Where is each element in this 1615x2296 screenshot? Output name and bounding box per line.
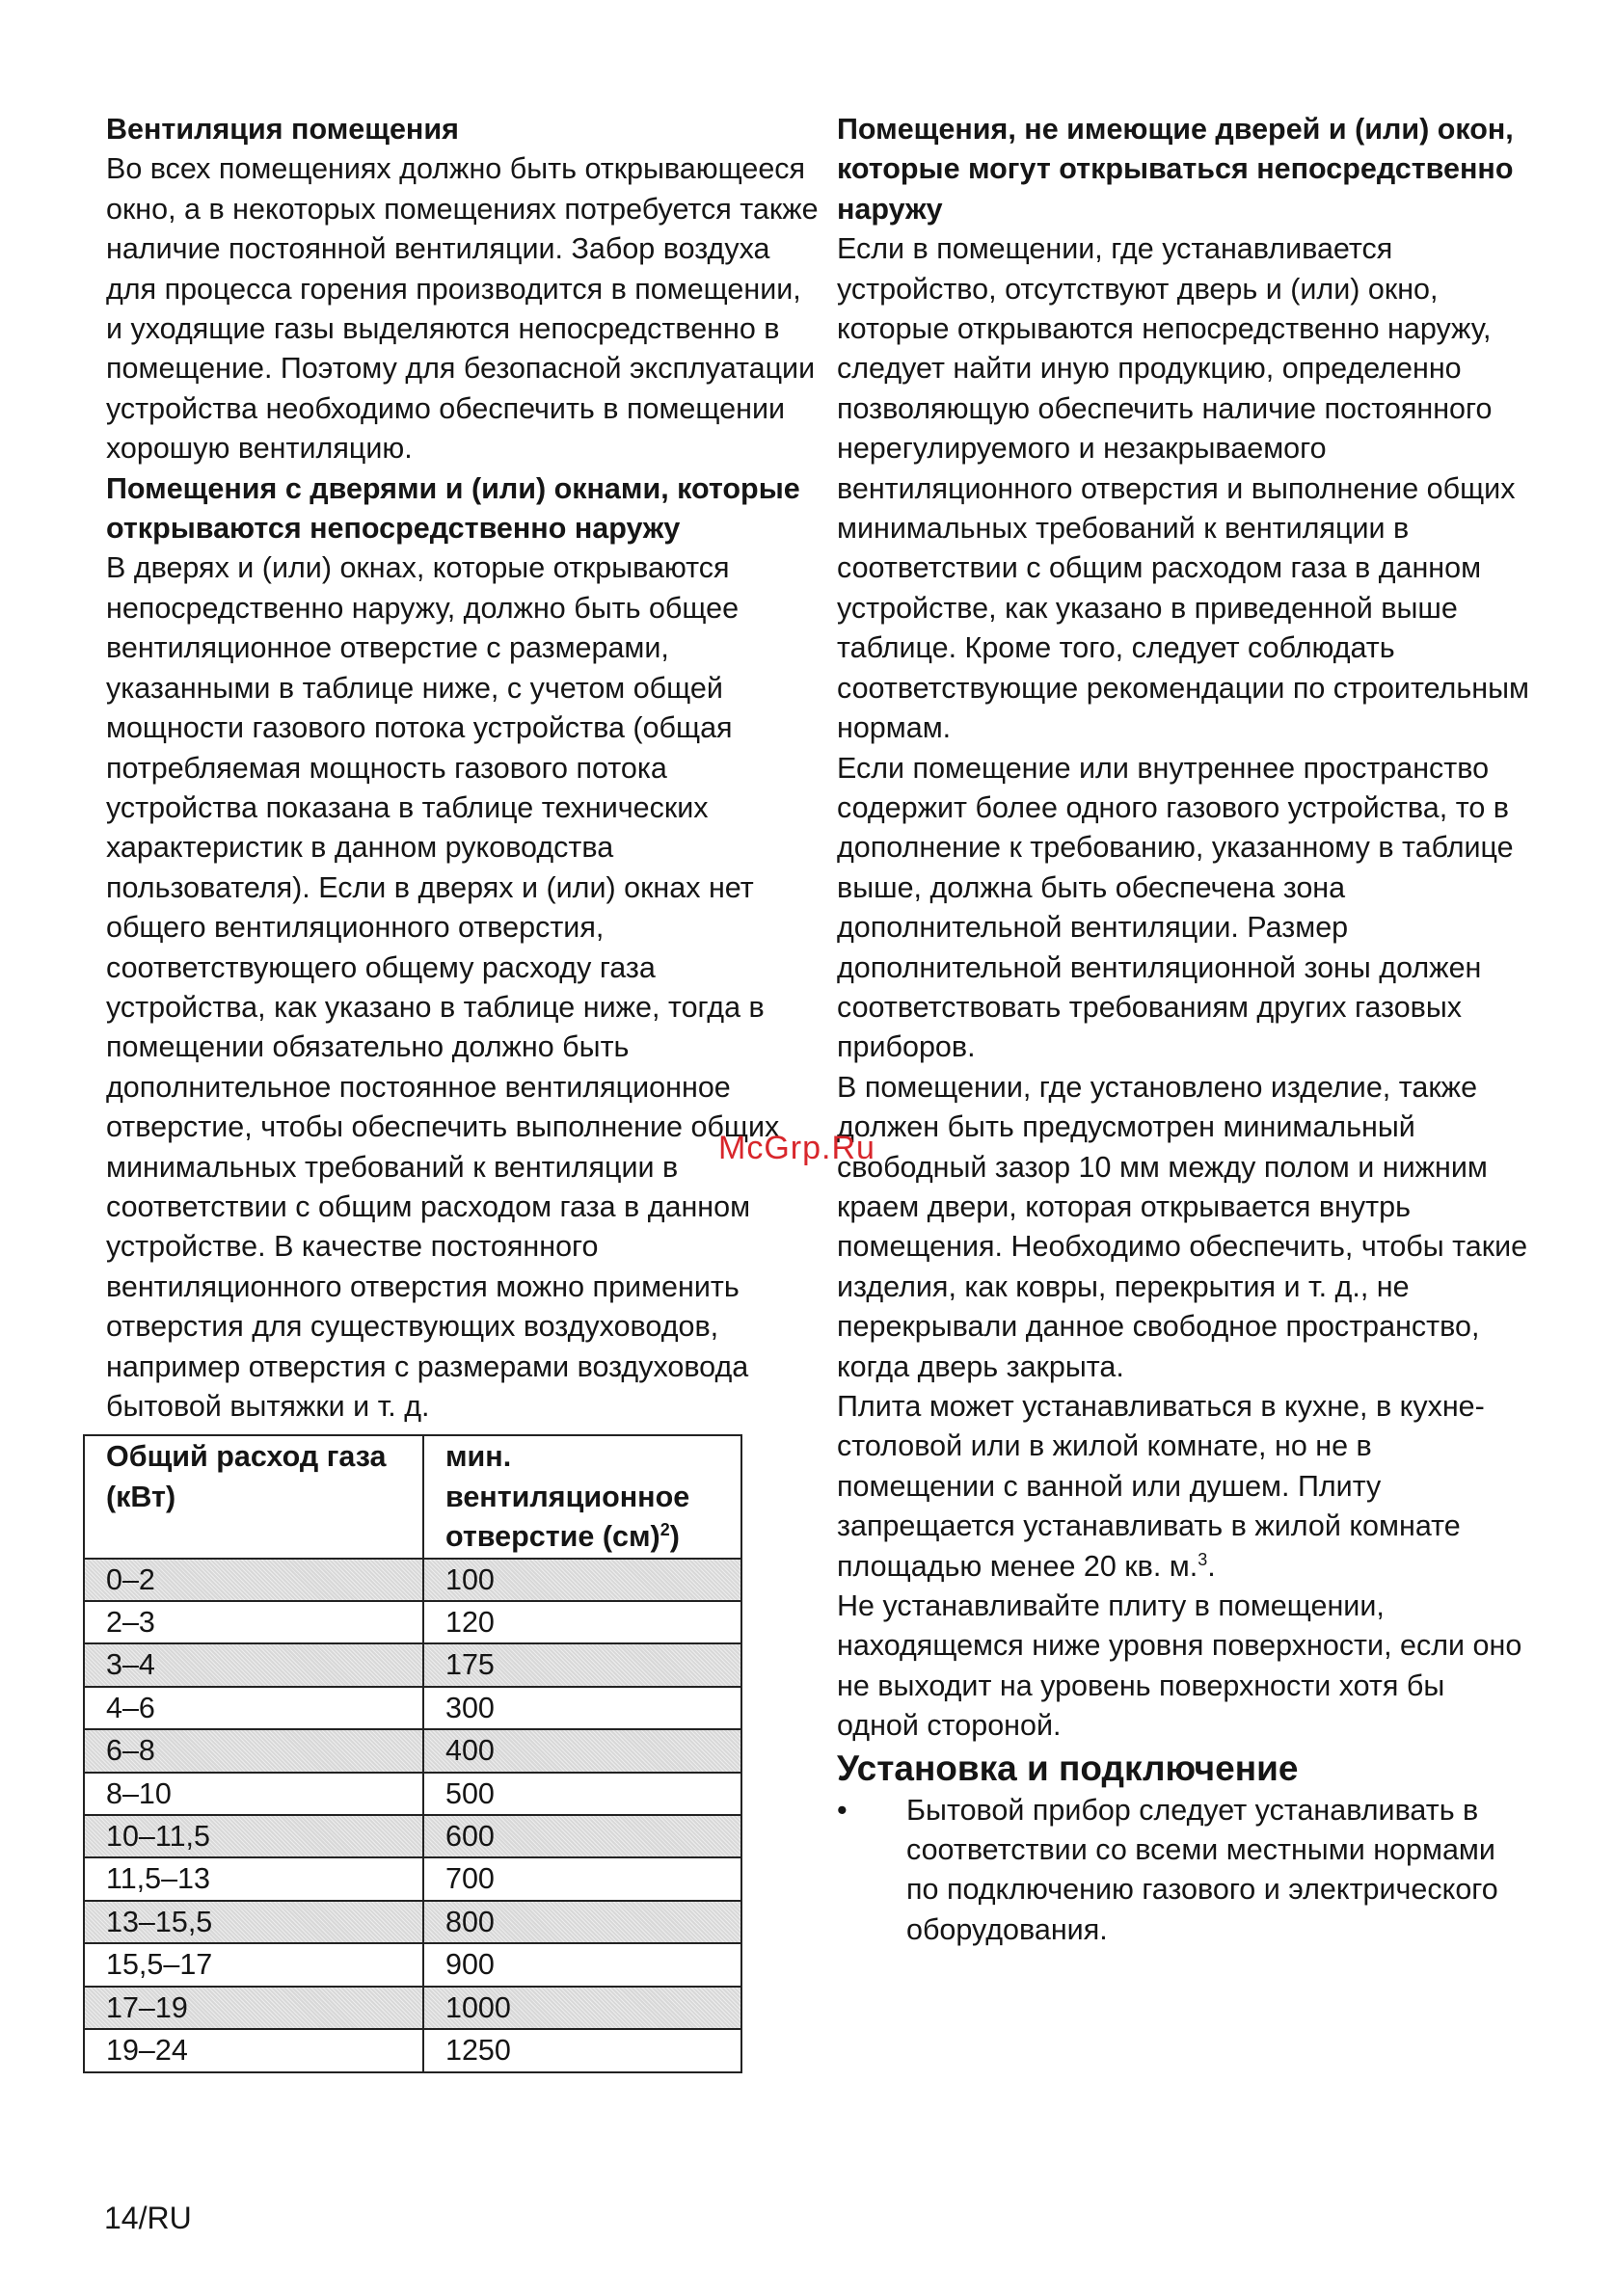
area-cell: 300 bbox=[423, 1687, 741, 1729]
area-cell: 1000 bbox=[423, 1987, 741, 2029]
gas-range-cell: 6–8 bbox=[84, 1729, 423, 1772]
install-heading: Установка и подключение bbox=[837, 1748, 1299, 1788]
below-ground-paragraph: Не устанавливайте плиту в помещении, находящемся ниже уровня поверхности, если оно не выходит на уровень поверхности хотя бы одной стороной. bbox=[837, 1589, 1522, 1743]
watermark-logo: McGrp.Ru bbox=[718, 1130, 875, 1166]
table-row bbox=[84, 1943, 741, 1986]
header-min-opening-text: мин. вентиляционное отверстие (см) bbox=[445, 1440, 690, 1554]
area-cell: 500 bbox=[423, 1773, 741, 1815]
table-row bbox=[84, 1901, 741, 1943]
header-min-opening-close: ) bbox=[669, 1520, 680, 1554]
list-item bbox=[837, 1791, 1531, 1951]
right-column bbox=[837, 110, 1531, 1950]
gas-range-cell: 4–6 bbox=[84, 1687, 423, 1729]
table-row bbox=[84, 1729, 741, 1772]
left-column bbox=[106, 110, 820, 2073]
gas-range-cell: 17–19 bbox=[84, 1987, 423, 2029]
gas-ventilation-table bbox=[83, 1434, 742, 2072]
kitchen-text: Плита может устанавливаться в кухне, в кухне-столовой или в жилой комнате, но не в помещении с ванной или душем. Плиту запрещается устанавливать в жилой комнате площадью менее 20 кв. м. bbox=[837, 1390, 1485, 1583]
table-row bbox=[84, 2029, 741, 2071]
ventilation-paragraph: Во всех помещениях должно быть открывающееся окно, а в некоторых помещениях потребуется также наличие постоянной вентиляции. Забор воздуха для процесса горения производится в помещении, и уходящие газы выделяются непосредственно в помещение. Поэтому для безопасной эксплуатации устройства необходимо обеспечить в помещении хорошую вентиляцию. bbox=[106, 152, 819, 466]
doors-paragraph: В дверях и (или) окнах, которые открываются непосредственно наружу, должно быть общее вентиляционное отверстие с размерами, указанными в таблице ниже, с учетом общей мощности газового потока устройства (общая потребляемая мощность газового потока устройства показана в таблице технических характеристик в данном руководства пользователя). Если в дверях и (или) окнах нет общего вентиляционного отверстия, соответствующего общему расходу газа устройства, как указано в таблице ниже, тогда в помещении обязательно должно быть дополнительное постоянное вентиляционное отверстие, чтобы обеспечить выполнение общих минимальных требований к вентиляции в соответствии с общим расходом газа в данном устройстве. В качестве постоянного вентиляционного отверстия можно применить отверстия для существующих воздуховодов, например отверстия с размерами воздуховода бытовой вытяжки и т. д. bbox=[106, 551, 780, 1423]
gas-range-cell: 19–24 bbox=[84, 2029, 423, 2071]
table-row bbox=[84, 1643, 741, 1686]
kitchen-paragraph bbox=[837, 1387, 1531, 1587]
header-gas-consumption: Общий расход газа (кВт) bbox=[84, 1435, 423, 1558]
gas-range-cell: 8–10 bbox=[84, 1773, 423, 1815]
door-gap-paragraph: В помещении, где установлено изделие, также должен быть предусмотрен минимальный свободный зазор 10 мм между полом и нижним краем двери, которая открывается внутрь помещения. Необходимо обеспечить, чтобы такие изделия, как ковры, перекрытия и т. д., не перекрывали данное свободное пространство, когда дверь закрыта. bbox=[837, 1070, 1528, 1383]
area-cell: 900 bbox=[423, 1943, 741, 1986]
header-min-opening bbox=[423, 1435, 741, 1558]
table-row bbox=[84, 1987, 741, 2029]
multi-device-paragraph: Если помещение или внутреннее пространство содержит более одного газового устройства, то в дополнение к требованию, указанному в таблице выше, должна быть обеспечена зона дополнительной вентиляции. Размер дополнительной вентиляционной зоны должен соответствовать требованиям других газовых приборов. bbox=[837, 751, 1514, 1064]
gas-range-cell: 11,5–13 bbox=[84, 1857, 423, 1900]
table-row bbox=[84, 1815, 741, 1857]
table-row bbox=[84, 1857, 741, 1900]
table-row bbox=[84, 1601, 741, 1643]
nodoors-heading: Помещения, не имеющие дверей и (или) окон, которые могут открываться непосредственно наружу bbox=[837, 113, 1514, 226]
gas-range-cell: 13–15,5 bbox=[84, 1901, 423, 1943]
area-cell: 100 bbox=[423, 1559, 741, 1601]
kitchen-footnote-ref: 3 bbox=[1198, 1549, 1208, 1569]
bullet-icon: • bbox=[837, 1793, 848, 1827]
gas-range-cell: 10–11,5 bbox=[84, 1815, 423, 1857]
area-cell: 700 bbox=[423, 1857, 741, 1900]
page-number: 14/RU bbox=[104, 2201, 192, 2235]
area-cell: 400 bbox=[423, 1729, 741, 1772]
area-cell: 120 bbox=[423, 1601, 741, 1643]
nodoors-paragraph: Если в помещении, где устанавливается устройство, отсутствуют дверь и (или) окно, которые открываются непосредственно наружу, следует найти иную продукцию, определенно позволяющую обеспечить наличие постоянного нерегулируемого и незакрываемого вентиляционного отверстия и выполнение общих минимальных требований к вентиляции в соответствии с общим расходом газа в данном устройстве, как указано в приведенной выше таблице. Кроме того, следует соблюдать соответствующие рекомендации по строительным нормам. bbox=[837, 232, 1529, 745]
table-header-row bbox=[84, 1435, 741, 1558]
gas-range-cell: 0–2 bbox=[84, 1559, 423, 1601]
area-cell: 800 bbox=[423, 1901, 741, 1943]
ventilation-heading: Вентиляция помещения bbox=[106, 113, 459, 146]
table-row bbox=[84, 1687, 741, 1729]
header-min-opening-sup: 2 bbox=[659, 1520, 670, 1540]
gas-range-cell: 3–4 bbox=[84, 1643, 423, 1686]
bullet-text: Бытовой прибор следует устанавливать в соответствии со всеми местными нормами по подключению газового и электрического оборудования. bbox=[906, 1793, 1498, 1946]
table-row bbox=[84, 1559, 741, 1601]
doors-heading: Помещения с дверями и (или) окнами, которые открываются непосредственно наружу bbox=[106, 471, 800, 546]
gas-range-cell: 2–3 bbox=[84, 1601, 423, 1643]
install-list bbox=[837, 1791, 1531, 1951]
area-cell: 600 bbox=[423, 1815, 741, 1857]
kitchen-end: . bbox=[1207, 1549, 1216, 1583]
table-row bbox=[84, 1773, 741, 1815]
area-cell: 175 bbox=[423, 1643, 741, 1686]
gas-range-cell: 15,5–17 bbox=[84, 1943, 423, 1986]
area-cell: 1250 bbox=[423, 2029, 741, 2071]
